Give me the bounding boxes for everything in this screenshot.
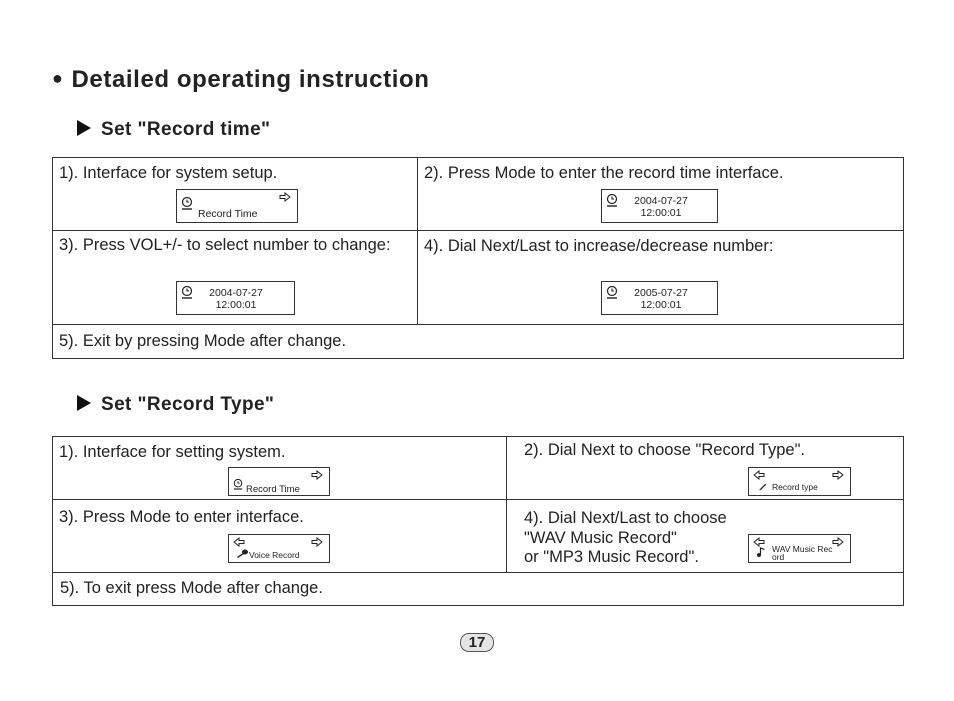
arrow-left-icon (753, 537, 765, 547)
step-cell-5 (53, 325, 904, 359)
step-text: 1). Interface for system setup. (59, 164, 278, 182)
lcd-screen (228, 534, 330, 563)
music-note-icon (756, 547, 766, 557)
lcd-label: Record Time (246, 484, 300, 495)
arrow-left-icon (233, 537, 245, 547)
lcd-screen (748, 534, 851, 563)
lcd-screen (748, 467, 851, 496)
step-text: 2). Press Mode to enter the record time interface. (424, 164, 784, 182)
step-cell-1 (53, 158, 418, 231)
step-cell-5 (53, 573, 904, 606)
record-type-table (52, 436, 904, 606)
arrow-right-icon (279, 192, 291, 202)
step-text: 4). Dial Next/Last to increase/decrease number: (424, 237, 774, 255)
lcd-label-line: WAV Music Rec (772, 544, 833, 554)
page-title-text: Detailed operating instruction (71, 66, 430, 93)
step-text: 2). Dial Next to choose "Record Type". (524, 441, 806, 459)
page-number: 17 (468, 634, 486, 651)
lcd-date: 2004-07-27 (634, 195, 688, 207)
title-bullet: ● (52, 68, 64, 88)
lcd-date: 2004-07-27 (209, 287, 263, 299)
microphone-icon (236, 549, 248, 558)
clock-icon (606, 193, 618, 207)
section-title-record-time (77, 119, 270, 141)
lcd-date: 2005-07-27 (634, 287, 688, 299)
step-cell-3 (53, 231, 418, 325)
clock-icon (233, 478, 243, 490)
section-title-text: Set "Record Type" (101, 394, 275, 415)
lcd-screen (176, 281, 295, 315)
step-cell-2 (418, 158, 904, 231)
clock-icon (181, 285, 193, 299)
step-text (524, 509, 727, 568)
step-cell-1 (53, 437, 507, 500)
arrow-right-icon (311, 537, 323, 547)
step-cell-4 (418, 231, 904, 325)
lcd-screen (601, 189, 718, 223)
step-text: 3). Press Mode to enter interface. (59, 508, 304, 526)
lcd-time: 12:00:01 (640, 299, 682, 311)
lcd-screen (228, 467, 330, 496)
arrow-right-icon (311, 470, 323, 480)
step-text: 5). To exit press Mode after change. (60, 579, 323, 597)
section-title-text: Set "Record time" (101, 119, 271, 140)
arrow-right-icon (832, 537, 844, 547)
triangle-bullet-icon (77, 395, 91, 411)
lcd-label-line: ord (772, 552, 785, 562)
step-cell-4 (507, 500, 904, 573)
lcd-label: Voice Record (249, 550, 300, 560)
step-text-line: 4). Dial Next/Last to choose (524, 509, 727, 527)
step-text-line: or "MP3 Music Record". (524, 548, 699, 566)
record-time-table (52, 157, 904, 359)
step-text-line: "WAV Music Record" (524, 528, 677, 547)
section-title-record-type (77, 394, 274, 416)
lcd-label (772, 545, 832, 561)
lcd-time: 12:00:01 (215, 299, 257, 311)
arrow-left-icon (753, 470, 765, 480)
lcd-screen (601, 281, 718, 315)
lcd-label: Record type (772, 482, 818, 492)
pen-icon (758, 482, 767, 491)
page-title (52, 66, 430, 94)
step-text: 1). Interface for setting system. (59, 443, 286, 461)
triangle-bullet-icon (77, 120, 91, 136)
step-cell-2 (507, 437, 904, 500)
step-text: 5). Exit by pressing Mode after change. (59, 332, 347, 350)
clock-icon (606, 285, 618, 299)
step-cell-3 (53, 500, 507, 573)
lcd-label: Record Time (198, 208, 258, 220)
step-text: 3). Press VOL+/- to select number to change: (59, 236, 391, 254)
clock-icon (181, 196, 193, 210)
lcd-time: 12:00:01 (640, 207, 682, 219)
arrow-right-icon (832, 470, 844, 480)
lcd-screen (176, 189, 298, 223)
page-number-badge (460, 633, 494, 652)
